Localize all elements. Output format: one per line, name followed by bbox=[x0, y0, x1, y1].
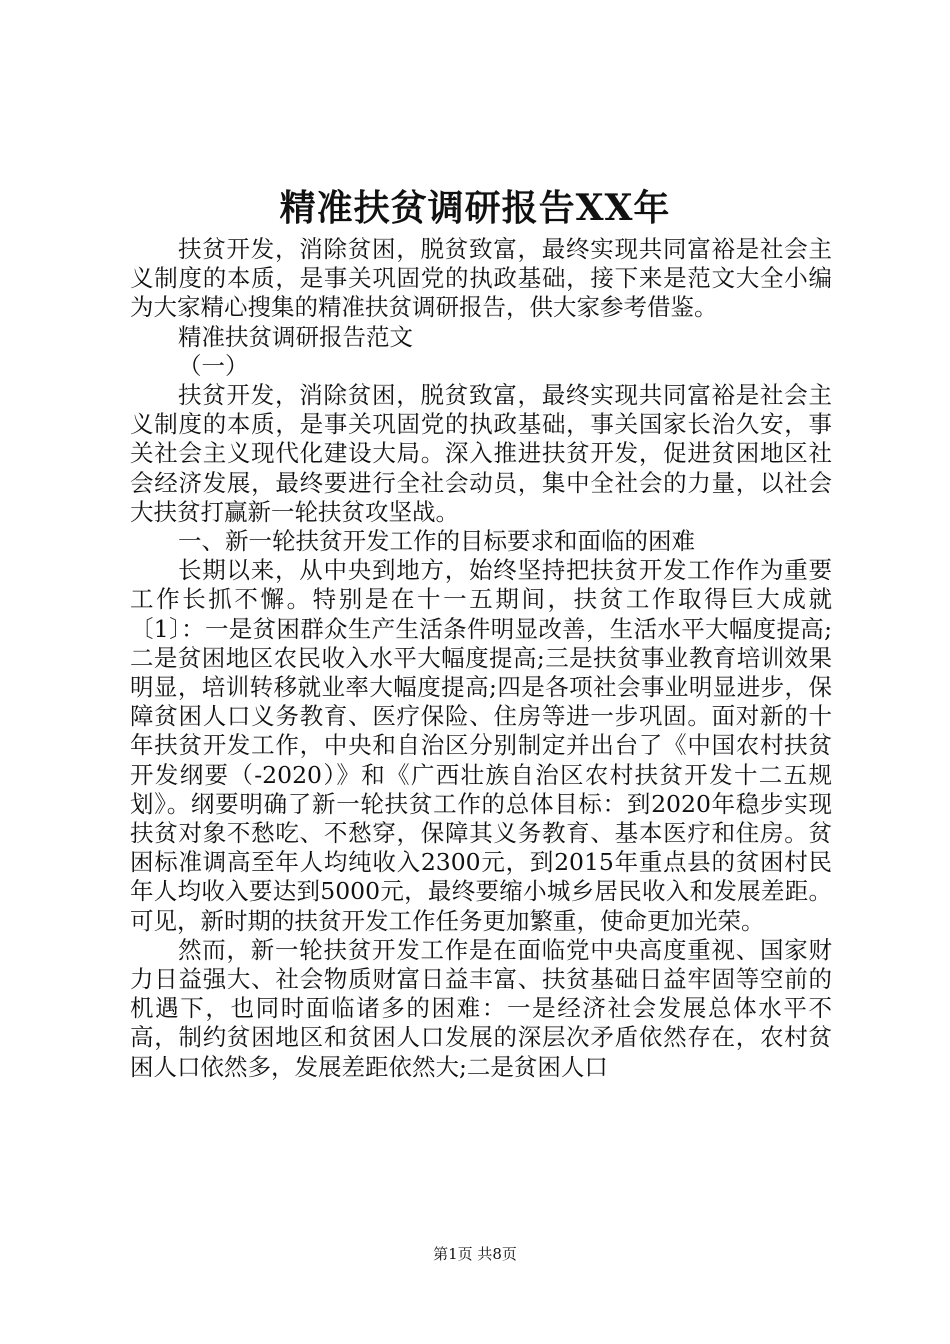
body-paragraph: 然而，新一轮扶贫开发工作是在面临党中央高度重视、国家财力日益强大、社会物质财富日益丰富、扶贫基础日益牢固等空前的机遇下，也同时面临诸多的困难：一是经济社会发展总体水平不高，制约贫困地区和贫困人口发展的深层次矛盾依然存在，农村贫困人口依然多，发展差距依然大;二是贫困人口 bbox=[130, 935, 832, 1081]
subsection-heading: 一、新一轮扶贫开发工作的目标要求和面临的困难 bbox=[178, 527, 695, 556]
body-paragraph: 长期以来，从中央到地方，始终坚持把扶贫开发工作作为重要工作长抓不懈。特别是在十一五期间，扶贫工作取得巨大成就〔1〕：一是贫困群众生产生活条件明显改善，生活水平大幅度提高;二是贫困地区农民收入水平大幅度提高;三是扶贫事业教育培训效果明显，培训转移就业率大幅度提高;四是各项社会事业明显进步，保障贫困人口义务教育、医疗保险、住房等进一步巩固。面对新的十年扶贫开发工作，中央和自治区分别制定并出台了《中国农村扶贫开发纲要（-2020）》和《广西壮族自治区农村扶贫开发十二五规划》。纲要明确了新一轮扶贫工作的总体目标：到2020年稳步实现扶贫对象不愁吃、不愁穿，保障其义务教育、基本医疗和住房。贫困标准调高至年人均纯收入2300元，到2015年重点县的贫困村民年人均收入要达到5000元，最终要缩小城乡居民收入和发展差距。可见，新时期的扶贫开发工作任务更加繁重，使命更加光荣。 bbox=[130, 556, 832, 935]
part-number: （一） bbox=[178, 351, 249, 380]
section-heading: 精准扶贫调研报告范文 bbox=[178, 322, 413, 351]
document-body bbox=[130, 235, 832, 1082]
intro-paragraph: 扶贫开发，消除贫困，脱贫致富，最终实现共同富裕是社会主义制度的本质，是事关巩固党的执政基础，接下来是范文大全小编为大家精心搜集的精准扶贫调研报告，供大家参考借鉴。 bbox=[130, 235, 832, 322]
body-paragraph: 扶贫开发，消除贫困，脱贫致富，最终实现共同富裕是社会主义制度的本质，是事关巩固党的执政基础，事关国家长治久安，事关社会主义现代化建设大局。深入推进扶贫开发，促进贫困地区社会经济发展，最终要进行全社会动员，集中全社会的力量，以社会大扶贫打赢新一轮扶贫攻坚战。 bbox=[130, 381, 832, 526]
page-footer: 第1页 共8页 bbox=[433, 1245, 517, 1263]
document-title: 精准扶贫调研报告XX年 bbox=[279, 187, 671, 229]
